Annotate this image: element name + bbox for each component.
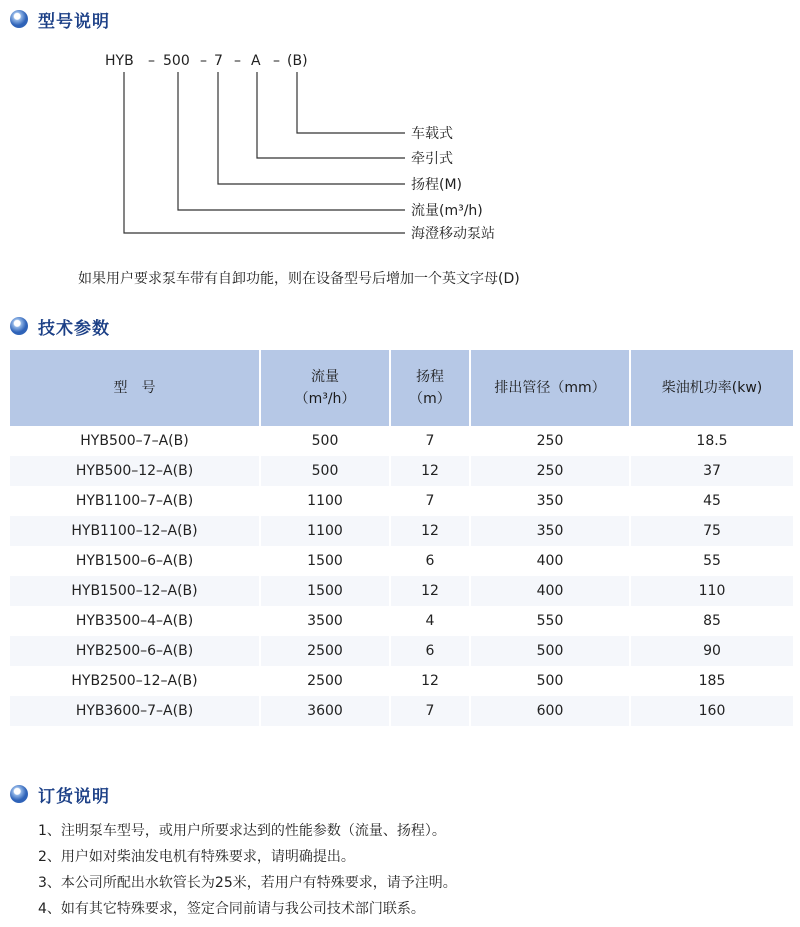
table-row [10, 426, 793, 456]
cell-head: 12 [390, 456, 470, 486]
cell-model: HYB500–7–A(B) [10, 426, 260, 456]
cell-power: 185 [630, 666, 793, 696]
cell-outlet: 250 [470, 456, 630, 486]
cell-power: 45 [630, 486, 793, 516]
bullet-icon [10, 785, 28, 803]
cell-flow: 3600 [260, 696, 390, 726]
table-row [10, 516, 793, 546]
table-row [10, 576, 793, 606]
header-outlet: 排出管径（mm） [470, 350, 630, 426]
code-part: 7 [214, 53, 223, 69]
cell-model: HYB3500–4–A(B) [10, 606, 260, 636]
table-row [10, 636, 793, 666]
cell-head: 7 [390, 426, 470, 456]
bullet-icon [10, 317, 28, 335]
cell-head: 6 [390, 546, 470, 576]
cell-model: HYB1500–12–A(B) [10, 576, 260, 606]
cell-outlet: 350 [470, 516, 630, 546]
table-row [10, 486, 793, 516]
cell-model: HYB1100–12–A(B) [10, 516, 260, 546]
leader-line-7 [218, 72, 405, 184]
cell-model: HYB1100–7–A(B) [10, 486, 260, 516]
cell-outlet: 500 [470, 636, 630, 666]
table-row [10, 666, 793, 696]
cell-head: 12 [390, 516, 470, 546]
cell-flow: 1100 [260, 486, 390, 516]
bullet-icon [10, 10, 28, 28]
code-part: – [273, 53, 280, 69]
header-flow: 流量 （m³/h） [260, 350, 390, 426]
diagram-label-head: 扬程(M) [411, 177, 463, 193]
spec-table [10, 350, 793, 726]
section-params-heading [10, 313, 110, 339]
model-code-diagram [0, 40, 800, 260]
table-row [10, 456, 793, 486]
header-power: 柴油机功率(kw) [630, 350, 793, 426]
table-row [10, 696, 793, 726]
diagram-label-station: 海澄移动泵站 [411, 226, 495, 242]
order-note: 4、如有其它特殊要求，签定合同前请与我公司技术部门联系。 [38, 901, 425, 917]
cell-model: HYB1500–6–A(B) [10, 546, 260, 576]
cell-flow: 2500 [260, 666, 390, 696]
diagram-label-vehicle: 车载式 [411, 126, 453, 142]
cell-head: 4 [390, 606, 470, 636]
cell-model: HYB500–12–A(B) [10, 456, 260, 486]
cell-head: 6 [390, 636, 470, 666]
cell-model: HYB2500–12–A(B) [10, 666, 260, 696]
cell-power: 37 [630, 456, 793, 486]
code-part: 500 [163, 53, 190, 69]
order-notes-list [38, 818, 457, 922]
table-row [10, 546, 793, 576]
cell-outlet: 350 [470, 486, 630, 516]
cell-power: 90 [630, 636, 793, 666]
cell-head: 7 [390, 486, 470, 516]
code-part: – [148, 53, 155, 69]
cell-power: 160 [630, 696, 793, 726]
leader-line-b [297, 72, 405, 133]
order-note: 2、用户如对柴油发电机有特殊要求，请明确提出。 [38, 849, 355, 865]
cell-head: 12 [390, 576, 470, 606]
cell-flow: 3500 [260, 606, 390, 636]
code-part: A [251, 53, 261, 69]
cell-head: 7 [390, 696, 470, 726]
section-model-heading [10, 6, 110, 32]
cell-outlet: 600 [470, 696, 630, 726]
leader-line-hyb [124, 72, 405, 233]
cell-outlet: 550 [470, 606, 630, 636]
cell-power: 18.5 [630, 426, 793, 456]
cell-model: HYB2500–6–A(B) [10, 636, 260, 666]
cell-flow: 1500 [260, 576, 390, 606]
code-part: – [200, 53, 207, 69]
cell-flow: 500 [260, 456, 390, 486]
code-part: HYB [105, 53, 134, 69]
header-model: 型 号 [10, 350, 260, 426]
code-part: – [234, 53, 241, 69]
table-row [10, 606, 793, 636]
order-note: 1、注明泵车型号，或用户所要求达到的性能参数（流量、扬程）。 [38, 823, 446, 839]
cell-head: 12 [390, 666, 470, 696]
cell-outlet: 400 [470, 576, 630, 606]
cell-model: HYB3600–7–A(B) [10, 696, 260, 726]
dump-note: 如果用户要求泵车带有自卸功能，则在设备型号后增加一个英文字母(D) [78, 271, 520, 287]
diagram-label-towed: 牵引式 [411, 151, 453, 167]
section-title: 技术参数 [38, 318, 110, 339]
cell-outlet: 400 [470, 546, 630, 576]
cell-flow: 500 [260, 426, 390, 456]
cell-outlet: 500 [470, 666, 630, 696]
diagram-label-flow: 流量(m³/h) [411, 203, 483, 219]
cell-power: 85 [630, 606, 793, 636]
cell-power: 110 [630, 576, 793, 606]
leader-line-500 [178, 72, 405, 210]
leader-line-a [257, 72, 405, 158]
cell-flow: 1500 [260, 546, 390, 576]
cell-flow: 2500 [260, 636, 390, 666]
table-header-row [10, 350, 793, 426]
cell-power: 75 [630, 516, 793, 546]
section-title: 型号说明 [38, 11, 110, 32]
cell-outlet: 250 [470, 426, 630, 456]
section-order-heading [10, 781, 110, 807]
section-title: 订货说明 [38, 786, 110, 807]
order-note: 3、本公司所配出水软管长为25米，若用户有特殊要求，请予注明。 [38, 875, 457, 891]
header-head: 扬程 （m） [390, 350, 470, 426]
cell-flow: 1100 [260, 516, 390, 546]
code-part: (B) [287, 53, 308, 69]
cell-power: 55 [630, 546, 793, 576]
